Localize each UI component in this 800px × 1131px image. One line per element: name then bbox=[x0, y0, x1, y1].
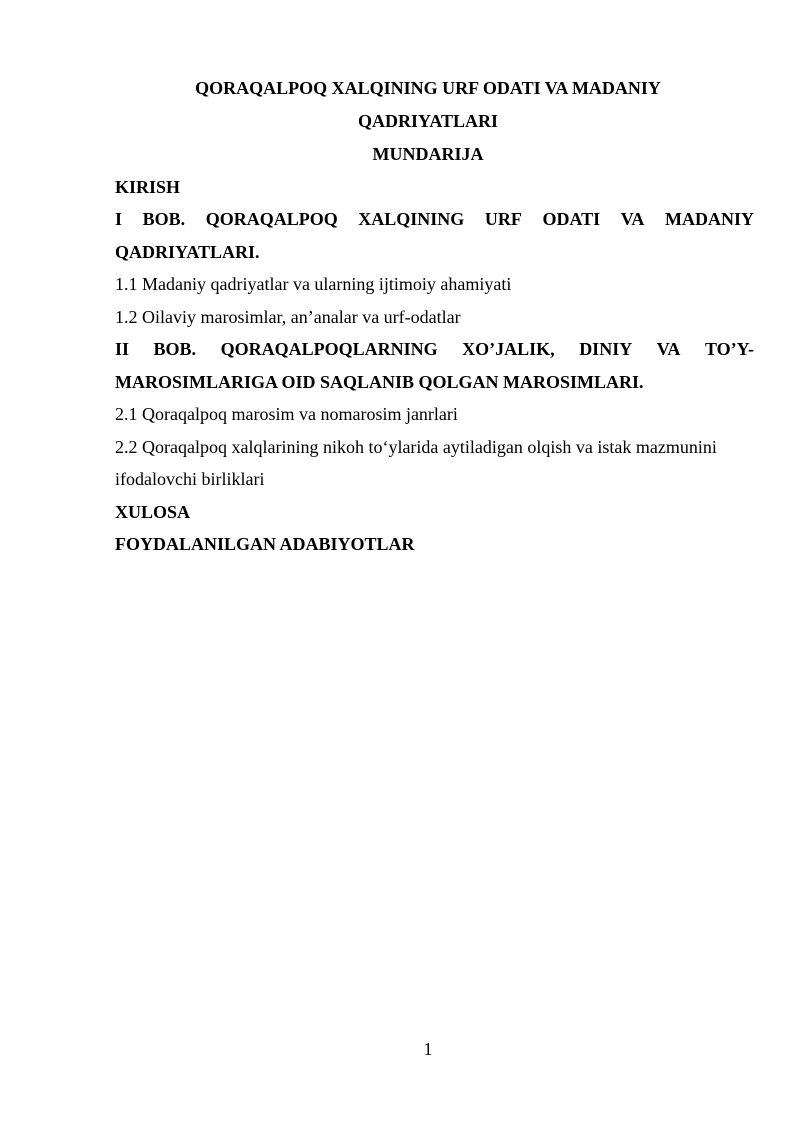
chapter2-word: BOB. bbox=[153, 339, 197, 359]
chapter1-word: ODATI bbox=[542, 209, 601, 229]
toc-item-conclusion: XULOSA bbox=[115, 502, 191, 522]
toc-item-chapter1-line1 bbox=[115, 208, 754, 230]
chapter2-word: XO’JALIK, bbox=[462, 339, 555, 359]
toc-heading: MUNDARIJA bbox=[372, 144, 484, 164]
document-title-line1: QORAQALPOQ XALQINING URF ODATI VA MADANIY bbox=[195, 78, 661, 98]
toc-item-section-2-1: 2.1 Qoraqalpoq marosim va nomarosim janrlari bbox=[115, 404, 458, 424]
chapter2-word: QORAQALPOQLARNING bbox=[220, 339, 438, 359]
chapter2-word: DINIY bbox=[579, 339, 633, 359]
toc-item-chapter1-line2: QADRIYATLARI. bbox=[115, 242, 260, 262]
chapter1-word: BOB. bbox=[142, 209, 186, 229]
toc-item-section-2-2-line2: ifodalovchi birliklari bbox=[115, 469, 265, 489]
toc-item-section-1-2: 1.2 Oilaviy marosimlar, an’analar va urf-odatlar bbox=[115, 307, 461, 327]
toc-item-chapter2-line2: MAROSIMLARIGA OID SAQLANIB QOLGAN MAROSIMLARI. bbox=[115, 372, 644, 392]
chapter2-word: II bbox=[115, 339, 130, 359]
chapter1-word: MADANIY bbox=[664, 209, 754, 229]
toc-item-section-2-2-line1: 2.2 Qoraqalpoq xalqlarining nikoh to‘ylarida aytiladigan olqish va istak mazmunini bbox=[115, 437, 717, 457]
chapter1-word: I bbox=[115, 209, 123, 229]
toc-item-chapter2-line1 bbox=[115, 338, 754, 360]
page-number: 1 bbox=[423, 1039, 433, 1059]
toc-item-section-1-1: 1.1 Madaniy qadriyatlar va ularning ijtimoiy ahamiyati bbox=[115, 274, 512, 294]
chapter1-word: XALQINING bbox=[358, 209, 465, 229]
toc-item-references: FOYDALANILGAN ADABIYOTLAR bbox=[115, 534, 415, 554]
chapter1-word: VA bbox=[620, 209, 645, 229]
document-title-line2: QADRIYATLARI bbox=[357, 111, 499, 131]
toc-item-intro: KIRISH bbox=[115, 177, 181, 197]
chapter2-word: TO’Y- bbox=[704, 339, 754, 359]
chapter1-word: URF bbox=[484, 209, 522, 229]
chapter2-word: VA bbox=[656, 339, 681, 359]
chapter1-word: QORAQALPOQ bbox=[205, 209, 338, 229]
